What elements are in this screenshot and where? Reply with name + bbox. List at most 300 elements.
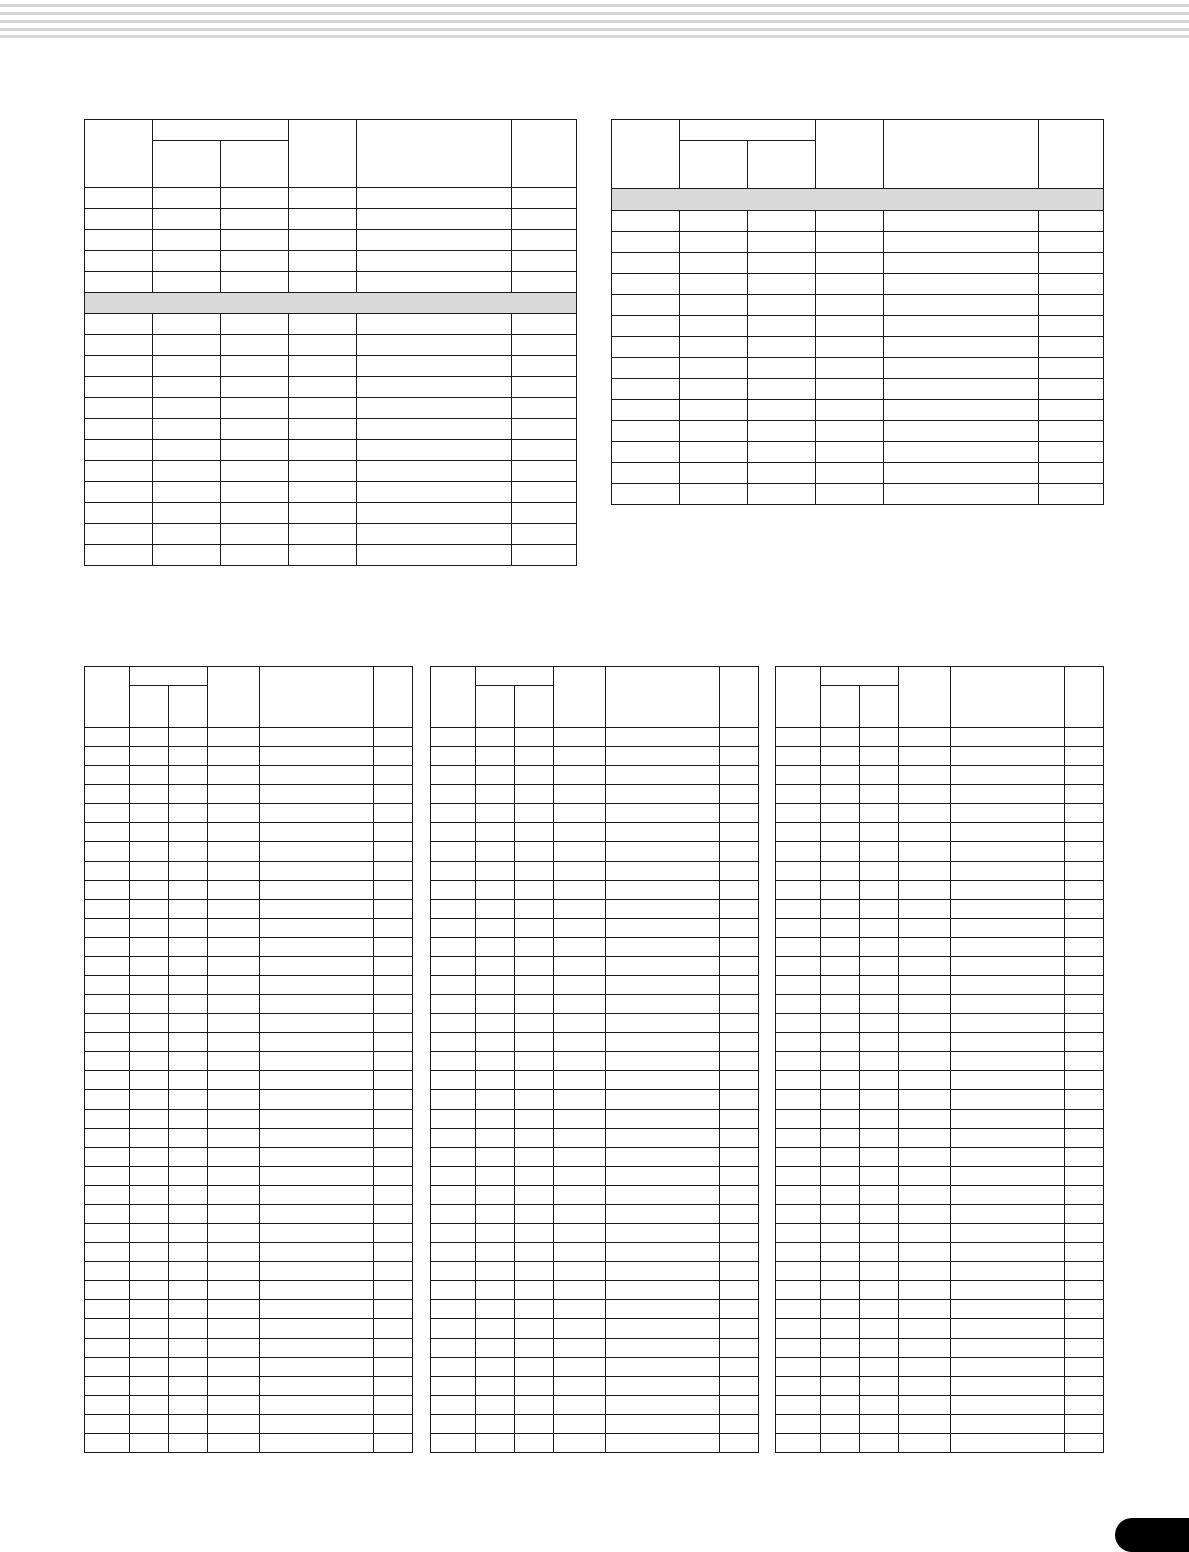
table-cell: [951, 1319, 1065, 1338]
table-cell: [748, 442, 816, 463]
table-row: [431, 1433, 759, 1452]
table-cell: [357, 545, 512, 566]
table-cell: [130, 1395, 169, 1414]
table-cell: [821, 995, 860, 1014]
table-cell: [208, 1357, 260, 1376]
table-cell: [208, 880, 260, 899]
table-cell: [515, 1224, 554, 1243]
header-group-cell: [153, 120, 289, 141]
table-cell: [1065, 842, 1104, 861]
table-cell: [720, 747, 759, 766]
table-cell: [169, 1243, 208, 1262]
table-cell: [860, 1300, 899, 1319]
table-cell: [515, 1147, 554, 1166]
table-cell: [153, 335, 221, 356]
table-cell: [221, 314, 289, 335]
table-cell: [515, 1109, 554, 1128]
table-cell: [431, 1090, 476, 1109]
table-cell: [680, 232, 748, 253]
header-cell: [720, 667, 759, 728]
table-row: [776, 1338, 1104, 1357]
table-cell: [720, 1052, 759, 1071]
table-row: [85, 440, 577, 461]
table-cell: [720, 1033, 759, 1052]
table-cell: [1065, 861, 1104, 880]
table-row: [85, 1433, 413, 1452]
table-cell: [515, 1128, 554, 1147]
table-cell: [169, 1357, 208, 1376]
table-cell: [130, 766, 169, 785]
table-cell: [374, 1014, 413, 1033]
table-cell: [821, 1204, 860, 1223]
table-cell: [680, 316, 748, 337]
table-cell: [816, 358, 884, 379]
table-cell: [1065, 766, 1104, 785]
table-cell: [374, 1224, 413, 1243]
table-row: [85, 1090, 413, 1109]
table-cell: [208, 785, 260, 804]
header-subcell: [860, 686, 899, 728]
table-cell: [260, 1052, 374, 1071]
table-cell: [606, 1109, 720, 1128]
header-row: [85, 667, 413, 686]
header-group-cell: [680, 120, 816, 141]
table-cell: [1039, 442, 1104, 463]
table-cell: [431, 785, 476, 804]
table-cell: [476, 1185, 515, 1204]
table-row: [776, 1319, 1104, 1338]
table-cell: [260, 1185, 374, 1204]
table-cell: [130, 995, 169, 1014]
table-cell: [899, 1204, 951, 1223]
table-row: [85, 747, 413, 766]
table-cell: [951, 861, 1065, 880]
table-cell: [208, 1204, 260, 1223]
table-cell: [860, 1052, 899, 1071]
table-cell: [85, 995, 130, 1014]
table-cell: [260, 804, 374, 823]
table-cell: [85, 1033, 130, 1052]
table-cell: [476, 1166, 515, 1185]
table-row: [612, 232, 1104, 253]
table-cell: [1065, 1338, 1104, 1357]
table-cell: [85, 937, 130, 956]
table-row: [612, 274, 1104, 295]
table-cell: [720, 1300, 759, 1319]
table-cell: [260, 899, 374, 918]
table-cell: [776, 976, 821, 995]
header-group-cell: [130, 667, 208, 686]
table-cell: [85, 766, 130, 785]
table-cell: [748, 484, 816, 505]
table-row: [776, 899, 1104, 918]
table-cell: [130, 1109, 169, 1128]
table-cell: [208, 1166, 260, 1185]
table-cell: [720, 1281, 759, 1300]
table-row: [776, 918, 1104, 937]
table-cell: [554, 1147, 606, 1166]
table-cell: [130, 1338, 169, 1357]
table-cell: [208, 861, 260, 880]
table-row: [431, 1281, 759, 1300]
section-band: [612, 189, 1104, 211]
table-cell: [554, 1414, 606, 1433]
table-cell: [130, 899, 169, 918]
table-row: [431, 1262, 759, 1281]
table-cell: [554, 1090, 606, 1109]
table-cell: [431, 1433, 476, 1452]
table-cell: [720, 899, 759, 918]
table-row: [776, 1262, 1104, 1281]
header-stripe: [0, 20, 1189, 23]
table-cell: [816, 232, 884, 253]
table-cell: [431, 747, 476, 766]
table-cell: [776, 766, 821, 785]
table-cell: [776, 1147, 821, 1166]
table-row: [776, 1433, 1104, 1452]
table-cell: [153, 356, 221, 377]
table-bottom-left: [84, 666, 413, 1453]
table-cell: [776, 1224, 821, 1243]
table-row: [776, 995, 1104, 1014]
table-cell: [260, 728, 374, 747]
table-cell: [169, 976, 208, 995]
table-cell: [606, 880, 720, 899]
header-row: [431, 667, 759, 686]
table-cell: [612, 316, 680, 337]
header-cell: [512, 120, 577, 188]
table-row: [776, 1414, 1104, 1433]
table-row: [85, 545, 577, 566]
table-cell: [476, 861, 515, 880]
table-cell: [884, 253, 1039, 274]
table-cell: [476, 1090, 515, 1109]
table-cell: [260, 956, 374, 975]
table-cell: [680, 379, 748, 400]
table-cell: [821, 823, 860, 842]
table-cell: [153, 188, 221, 209]
table-cell: [169, 1071, 208, 1090]
table-cell: [776, 1204, 821, 1223]
table-cell: [1065, 1052, 1104, 1071]
table-cell: [554, 1166, 606, 1185]
table-row: [612, 379, 1104, 400]
table-cell: [1065, 1109, 1104, 1128]
table-cell: [208, 1281, 260, 1300]
table-cell: [899, 1185, 951, 1204]
table-cell: [374, 1128, 413, 1147]
table-cell: [1065, 1128, 1104, 1147]
table-cell: [130, 1071, 169, 1090]
table-cell: [374, 1281, 413, 1300]
table-cell: [289, 251, 357, 272]
table-cell: [515, 1014, 554, 1033]
table-cell: [431, 804, 476, 823]
table-cell: [776, 937, 821, 956]
table-cell: [606, 842, 720, 861]
table-cell: [612, 400, 680, 421]
table-cell: [169, 1052, 208, 1071]
table-cell: [720, 1433, 759, 1452]
table-cell: [554, 1224, 606, 1243]
header-cell: [1065, 667, 1104, 728]
table-cell: [515, 1395, 554, 1414]
table-cell: [606, 1014, 720, 1033]
table-cell: [554, 1204, 606, 1223]
table-cell: [130, 823, 169, 842]
table-cell: [1065, 1357, 1104, 1376]
table-cell: [606, 1166, 720, 1185]
table-cell: [1065, 1433, 1104, 1452]
table-cell: [169, 804, 208, 823]
table-cell: [476, 785, 515, 804]
table-cell: [776, 1338, 821, 1357]
table-row: [85, 937, 413, 956]
table-cell: [860, 1243, 899, 1262]
table-cell: [606, 1204, 720, 1223]
table-cell: [606, 1281, 720, 1300]
header-cell: [260, 667, 374, 728]
table-cell: [606, 995, 720, 1014]
table-cell: [260, 747, 374, 766]
table-cell: [515, 1300, 554, 1319]
table-cell: [374, 1243, 413, 1262]
table-row: [85, 766, 413, 785]
table-cell: [1065, 1376, 1104, 1395]
table-cell: [130, 842, 169, 861]
table-row: [85, 335, 577, 356]
table-cell: [85, 1224, 130, 1243]
table-cell: [776, 1014, 821, 1033]
table-cell: [821, 747, 860, 766]
header-cell: [289, 120, 357, 188]
table-cell: [899, 1090, 951, 1109]
table-cell: [554, 1357, 606, 1376]
table-row: [776, 1071, 1104, 1090]
table-cell: [85, 1376, 130, 1395]
table-row: [431, 1204, 759, 1223]
table-cell: [476, 976, 515, 995]
table-cell: [554, 1262, 606, 1281]
header-subcell: [821, 686, 860, 728]
header-subcell: [748, 141, 816, 189]
table-cell: [776, 995, 821, 1014]
table-cell: [554, 937, 606, 956]
table-row: [776, 842, 1104, 861]
table-cell: [720, 1414, 759, 1433]
table-cell: [374, 1185, 413, 1204]
table-cell: [606, 1357, 720, 1376]
table-cell: [776, 861, 821, 880]
table-cell: [606, 1033, 720, 1052]
table-row: [85, 356, 577, 377]
table-row: [431, 880, 759, 899]
table-cell: [476, 995, 515, 1014]
table-cell: [951, 956, 1065, 975]
table-cell: [1065, 899, 1104, 918]
table-row: [431, 1376, 759, 1395]
header-cell: [612, 120, 680, 189]
table-cell: [130, 1376, 169, 1395]
table-cell: [720, 861, 759, 880]
table-cell: [816, 442, 884, 463]
table-cell: [357, 524, 512, 545]
table-cell: [1065, 1281, 1104, 1300]
table-row: [776, 1090, 1104, 1109]
table-cell: [554, 1071, 606, 1090]
table-row: [85, 1128, 413, 1147]
table-cell: [1039, 358, 1104, 379]
table-cell: [512, 503, 577, 524]
table-cell: [85, 918, 130, 937]
table-cell: [776, 728, 821, 747]
table-cell: [169, 842, 208, 861]
table-cell: [951, 1300, 1065, 1319]
table-cell: [208, 956, 260, 975]
table-cell: [289, 545, 357, 566]
table-cell: [816, 337, 884, 358]
table-cell: [260, 1014, 374, 1033]
table-cell: [85, 899, 130, 918]
table-cell: [951, 1262, 1065, 1281]
table-cell: [821, 1109, 860, 1128]
table-cell: [289, 482, 357, 503]
table-cell: [130, 1166, 169, 1185]
table-cell: [860, 918, 899, 937]
table-cell: [260, 918, 374, 937]
table-cell: [289, 209, 357, 230]
table-cell: [512, 482, 577, 503]
table-cell: [821, 1281, 860, 1300]
table-cell: [612, 211, 680, 232]
table-cell: [85, 1147, 130, 1166]
table-cell: [431, 1338, 476, 1357]
table-cell: [169, 861, 208, 880]
table-cell: [899, 842, 951, 861]
table-cell: [130, 1281, 169, 1300]
table-row: [85, 823, 413, 842]
table-row: [85, 1414, 413, 1433]
table-cell: [899, 995, 951, 1014]
table-cell: [554, 899, 606, 918]
section-band: [85, 293, 577, 314]
table-cell: [554, 1052, 606, 1071]
table-cell: [169, 880, 208, 899]
table-cell: [720, 1376, 759, 1395]
table-cell: [1065, 880, 1104, 899]
table-row: [85, 842, 413, 861]
table-cell: [1039, 337, 1104, 358]
table-cell: [85, 1071, 130, 1090]
table-cell: [260, 1262, 374, 1281]
table-cell: [512, 377, 577, 398]
table-cell: [1039, 274, 1104, 295]
table-cell: [374, 880, 413, 899]
table-cell: [512, 440, 577, 461]
table-bottom-right: [775, 666, 1104, 1453]
table-cell: [612, 337, 680, 358]
table-cell: [515, 804, 554, 823]
table-row: [431, 1014, 759, 1033]
table-cell: [1065, 823, 1104, 842]
header-cell: [816, 120, 884, 189]
table-cell: [554, 918, 606, 937]
table-cell: [899, 1338, 951, 1357]
table-cell: [554, 1376, 606, 1395]
table-cell: [85, 1204, 130, 1223]
table-cell: [951, 1414, 1065, 1433]
table-cell: [951, 747, 1065, 766]
table-cell: [85, 503, 153, 524]
table-cell: [221, 503, 289, 524]
table-cell: [720, 842, 759, 861]
table-cell: [951, 1185, 1065, 1204]
table-cell: [821, 1166, 860, 1185]
table-row: [776, 1376, 1104, 1395]
table-row: [85, 188, 577, 209]
table-cell: [951, 1204, 1065, 1223]
table-cell: [680, 442, 748, 463]
table-cell: [85, 1166, 130, 1185]
table-cell: [816, 295, 884, 316]
table-cell: [515, 995, 554, 1014]
table-cell: [431, 1166, 476, 1185]
table-cell: [951, 1033, 1065, 1052]
table-cell: [776, 1376, 821, 1395]
table-row: [85, 880, 413, 899]
table-row: [85, 1071, 413, 1090]
table-row: [431, 1395, 759, 1414]
table-cell: [748, 379, 816, 400]
table-cell: [1065, 1090, 1104, 1109]
table-row: [85, 230, 577, 251]
table-cell: [130, 747, 169, 766]
table-cell: [221, 419, 289, 440]
table-cell: [208, 1262, 260, 1281]
table-cell: [169, 1109, 208, 1128]
table-cell: [606, 1052, 720, 1071]
table-cell: [221, 272, 289, 293]
table-cell: [476, 880, 515, 899]
table-cell: [606, 766, 720, 785]
table-cell: [289, 356, 357, 377]
table-cell: [821, 1414, 860, 1433]
table-cell: [512, 314, 577, 335]
table-cell: [357, 482, 512, 503]
table-cell: [208, 1185, 260, 1204]
table-cell: [374, 1033, 413, 1052]
table-row: [85, 272, 577, 293]
table-cell: [776, 1281, 821, 1300]
table-cell: [884, 463, 1039, 484]
table-cell: [85, 823, 130, 842]
table-cell: [1039, 295, 1104, 316]
table-cell: [130, 785, 169, 804]
table-cell: [153, 398, 221, 419]
table-row: [776, 747, 1104, 766]
table-cell: [776, 1357, 821, 1376]
table-cell: [431, 899, 476, 918]
table-row: [776, 861, 1104, 880]
table-cell: [169, 1014, 208, 1033]
table-cell: [554, 766, 606, 785]
table-cell: [515, 785, 554, 804]
table-cell: [289, 440, 357, 461]
table-row: [431, 842, 759, 861]
table-cell: [260, 1300, 374, 1319]
table-cell: [476, 842, 515, 861]
table-cell: [821, 918, 860, 937]
